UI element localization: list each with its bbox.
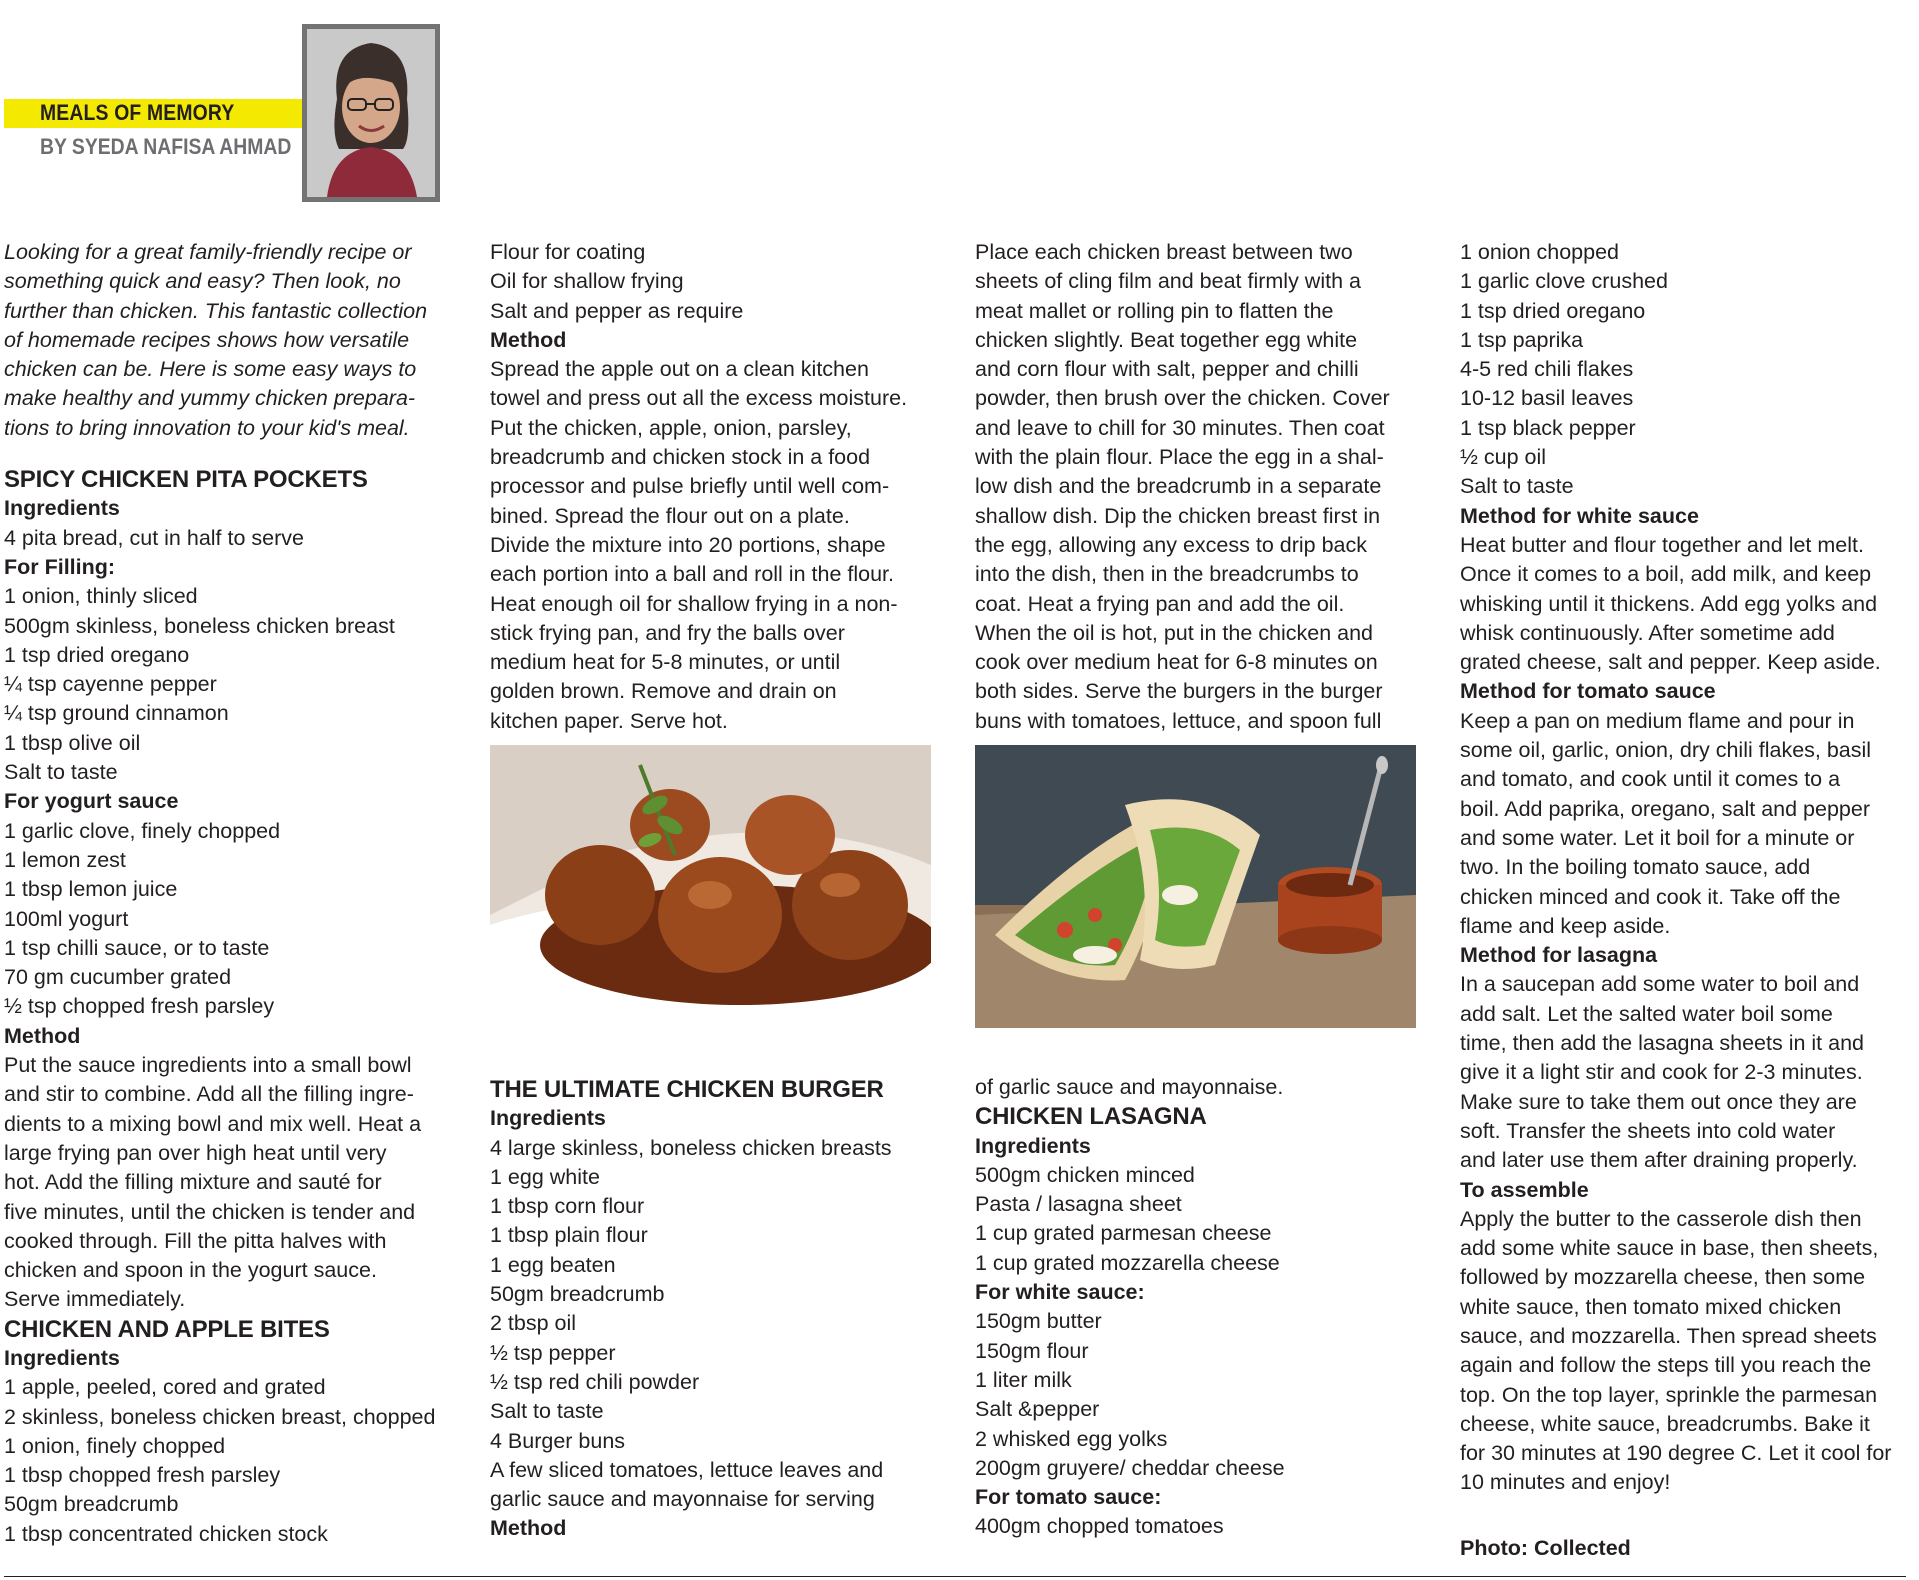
- ingredient-item: Salt to taste: [4, 760, 118, 785]
- intro-line: something quick and easy? Then look, no: [4, 269, 401, 294]
- method-heading: Method: [490, 1516, 567, 1541]
- recipe-title-apple: CHICKEN AND APPLE BITES: [4, 1315, 330, 1343]
- method-line: Keep a pan on medium flame and pour in: [1460, 708, 1855, 733]
- ingredient-item: Salt &pepper: [975, 1397, 1100, 1422]
- ingredient-item: Oil for shallow frying: [490, 269, 684, 294]
- method-line: Heat butter and flour together and let melt.: [1460, 532, 1864, 557]
- ingredient-item: 150gm flour: [975, 1338, 1089, 1363]
- ingredient-item: 70 gm cucumber grated: [4, 965, 232, 990]
- ingredient-item: 4 pita bread, cut in half to serve: [4, 525, 304, 550]
- ingredients-heading: Ingredients: [4, 496, 120, 521]
- ingredient-item: ½ tsp red chili powder: [490, 1369, 700, 1394]
- ingredient-item: 100ml yogurt: [4, 906, 129, 931]
- method-line: Divide the mixture into 20 portions, shape: [490, 532, 886, 557]
- method-line: and some water. Let it boil for a minute or: [1460, 825, 1855, 850]
- ingredient-item: ½ tsp pepper: [490, 1340, 616, 1365]
- method-line: powder, then brush over the chicken. Cover: [975, 386, 1390, 411]
- tomato-sauce-heading: For tomato sauce:: [975, 1485, 1162, 1510]
- method-line: grated cheese, salt and pepper. Keep aside.: [1460, 650, 1881, 675]
- method-line: Serve immediately.: [4, 1287, 186, 1312]
- method-line: kitchen paper. Serve hot.: [490, 708, 728, 733]
- method-line: stick frying pan, and fry the balls over: [490, 620, 845, 645]
- intro-line: chicken can be. Here is some easy ways to: [4, 357, 417, 382]
- ingredient-item: 200gm gruyere/ cheddar cheese: [975, 1455, 1285, 1480]
- author-portrait: [302, 24, 440, 202]
- method-line: Heat enough oil for shallow frying in a non-: [490, 591, 898, 616]
- method-line: soft. Transfer the sheets into cold water: [1460, 1118, 1836, 1143]
- method-line: top. On the top layer, sprinkle the parmesan: [1460, 1382, 1878, 1407]
- author-byline: BY SYEDA NAFISA AHMAD: [40, 134, 292, 159]
- ingredient-item: 1 apple, peeled, cored and grated: [4, 1375, 326, 1400]
- ingredient-item: 400gm chopped tomatoes: [975, 1514, 1224, 1539]
- method-line: meat mallet or rolling pin to flatten the: [975, 298, 1334, 323]
- assemble-heading: To assemble: [1460, 1177, 1589, 1202]
- method-line: both sides. Serve the burgers in the burger: [975, 679, 1383, 704]
- intro-line: further than chicken. This fantastic collection: [4, 298, 428, 323]
- intro-line: tions to bring innovation to your kid's meal.: [4, 415, 410, 440]
- ingredient-item: 4-5 red chili flakes: [1460, 357, 1634, 382]
- ingredient-item: 500gm chicken minced: [975, 1162, 1195, 1187]
- ingredient-item: 4 large skinless, boneless chicken breasts: [490, 1135, 892, 1160]
- method-line: golden brown. Remove and drain on: [490, 679, 837, 704]
- method-line: and stir to combine. Add all the filling ingre-: [4, 1082, 414, 1107]
- method-line: cooked through. Fill the pitta halves with: [4, 1228, 387, 1253]
- intro-line: of homemade recipes shows how versatile: [4, 327, 410, 352]
- method-line: coat. Heat a frying pan and add the oil.: [975, 591, 1345, 616]
- ingredient-item: Pasta / lasagna sheet: [975, 1192, 1182, 1217]
- method-line: medium heat for 5-8 minutes, or until: [490, 650, 841, 675]
- method-line: sheets of cling film and beat firmly with a: [975, 269, 1361, 294]
- ingredient-item: 1 tbsp chopped fresh parsley: [4, 1463, 281, 1488]
- method-line: Apply the butter to the casserole dish then: [1460, 1206, 1862, 1231]
- ingredient-item: 50gm breadcrumb: [4, 1492, 179, 1517]
- ingredient-item: 2 skinless, boneless chicken breast, chopped: [4, 1404, 436, 1429]
- recipe-title-lasagna: CHICKEN LASAGNA: [975, 1103, 1207, 1131]
- ingredient-item: 1 garlic clove, finely chopped: [4, 818, 281, 843]
- method-line: flame and keep aside.: [1460, 913, 1671, 938]
- column-4: [1460, 238, 1910, 1563]
- ingredient-item: 1 tbsp corn flour: [490, 1194, 645, 1219]
- bottom-rule: [4, 1576, 1906, 1577]
- method-line: cook over medium heat for 6-8 minutes on: [975, 650, 1378, 675]
- method-line: boil. Add paprika, oregano, salt and pepper: [1460, 796, 1870, 821]
- method-line: chicken and spoon in the yogurt sauce.: [4, 1258, 377, 1283]
- method-line: white sauce, then tomato mixed chicken: [1460, 1294, 1842, 1319]
- method-line: Place each chicken breast between two: [975, 240, 1353, 264]
- intro-paragraph: [4, 238, 470, 443]
- ingredient-item: 1 tsp black pepper: [1460, 415, 1636, 440]
- white-sauce-heading: For white sauce:: [975, 1280, 1145, 1305]
- ingredient-item: Salt to taste: [490, 1399, 604, 1424]
- method-white-sauce-heading: Method for white sauce: [1460, 503, 1699, 528]
- ingredient-item: Salt to taste: [1460, 474, 1574, 499]
- filling-heading: For Filling:: [4, 554, 116, 579]
- ingredient-item: 150gm butter: [975, 1309, 1102, 1334]
- method-line: chicken slightly. Beat together egg white: [975, 327, 1358, 352]
- ingredient-item: 1 egg beaten: [490, 1252, 616, 1277]
- ingredient-item: 1 tbsp lemon juice: [4, 877, 178, 902]
- photo-chicken-pita-pockets: [975, 745, 1416, 1028]
- method-line: of garlic sauce and mayonnaise.: [975, 1075, 1284, 1099]
- ingredient-item: 1 tbsp plain flour: [490, 1223, 648, 1248]
- method-line: five minutes, until the chicken is tender and: [4, 1199, 416, 1224]
- intro-line: make healthy and yummy chicken prepara-: [4, 386, 416, 411]
- ingredient-item: 1 tbsp concentrated chicken stock: [4, 1521, 328, 1546]
- method-line: low dish and the breadcrumb in a separate: [975, 474, 1382, 499]
- method-line: whisking until it thickens. Add egg yolks and: [1460, 591, 1878, 616]
- method-line: and corn flour with salt, pepper and chilli: [975, 357, 1359, 382]
- method-line: Put the sauce ingredients into a small bowl: [4, 1053, 412, 1078]
- method-line: Put the chicken, apple, onion, parsley,: [490, 415, 852, 440]
- ingredient-item: 10-12 basil leaves: [1460, 386, 1634, 411]
- method-line: time, then add the lasagna sheets in it and: [1460, 1031, 1864, 1056]
- ingredients-heading: Ingredients: [975, 1133, 1091, 1158]
- ingredient-item: 1 egg white: [490, 1164, 600, 1189]
- photo-chicken-apple-bites: [490, 745, 931, 1028]
- method-line: large frying pan over high heat until very: [4, 1140, 387, 1165]
- ingredient-item: A few sliced tomatoes, lettuce leaves and: [490, 1457, 884, 1482]
- method-line: followed by mozzarella cheese, then some: [1460, 1265, 1866, 1290]
- ingredient-item: 2 tbsp oil: [490, 1311, 577, 1336]
- ingredient-item: 1 tsp paprika: [1460, 327, 1584, 352]
- recipe-title-burger: THE ULTIMATE CHICKEN BURGER: [490, 1076, 884, 1103]
- method-line: shallow dish. Dip the chicken breast first in: [975, 503, 1381, 528]
- ingredient-item: 1 onion, finely chopped: [4, 1433, 226, 1458]
- method-line: and tomato, and cook until it comes to a: [1460, 767, 1841, 792]
- ingredient-item: 500gm skinless, boneless chicken breast: [4, 613, 395, 638]
- ingredient-item: 1 tbsp olive oil: [4, 730, 141, 755]
- method-line: dients to a mixing bowl and mix well. Heat a: [4, 1111, 422, 1136]
- ingredient-item: 1 onion, thinly sliced: [4, 584, 198, 609]
- ingredients-heading: Ingredients: [490, 1106, 606, 1131]
- column-2: [490, 238, 956, 736]
- method-line: again and follow the steps till you reach the: [1460, 1353, 1872, 1378]
- method-line: Once it comes to a boil, add milk, and keep: [1460, 562, 1872, 587]
- column-1: [4, 238, 470, 1549]
- yogurt-sauce-heading: For yogurt sauce: [4, 789, 179, 814]
- method-line: sauce, and mozzarella. Then spread sheets: [1460, 1323, 1877, 1348]
- method-line: In a saucepan add some water to boil and: [1460, 972, 1860, 997]
- method-heading: Method: [490, 327, 567, 352]
- ingredient-item: ½ tsp chopped fresh parsley: [4, 994, 275, 1019]
- ingredient-item: 50gm breadcrumb: [490, 1282, 665, 1307]
- method-line: and later use them after draining properly.: [1460, 1148, 1858, 1173]
- method-line: for 30 minutes at 190 degree C. Let it cool for: [1460, 1441, 1892, 1466]
- photo-credit: Photo: Collected: [1460, 1535, 1631, 1560]
- ingredient-item: 1 cup grated parmesan cheese: [975, 1221, 1272, 1246]
- method-line: breadcrumb and chicken stock in a food: [490, 445, 871, 470]
- method-line: with the plain flour. Place the egg in a shal-: [975, 445, 1384, 470]
- ingredient-item: ½ cup oil: [1460, 445, 1547, 470]
- method-line: give it a light stir and cook for 2-3 minutes.: [1460, 1060, 1863, 1085]
- ingredient-item: 1 cup grated mozzarella cheese: [975, 1250, 1280, 1275]
- method-line: cheese, white sauce, breadcrumbs. Bake it: [1460, 1411, 1870, 1436]
- ingredient-item: 2 whisked egg yolks: [975, 1426, 1168, 1451]
- method-line: buns with tomatoes, lettuce, and spoon full: [975, 708, 1382, 733]
- ingredient-item: 1 lemon zest: [4, 847, 126, 872]
- method-line: into the dish, then in the breadcrumbs to: [975, 562, 1359, 587]
- ingredient-item: ¼ tsp ground cinnamon: [4, 701, 229, 726]
- method-line: and leave to chill for 30 minutes. Then coat: [975, 415, 1385, 440]
- ingredient-item: Flour for coating: [490, 240, 646, 264]
- column-2-lower: [490, 1075, 956, 1544]
- ingredient-item: garlic sauce and mayonnaise for serving: [490, 1487, 875, 1512]
- ingredient-item: 1 tsp dried oregano: [4, 642, 190, 667]
- ingredient-item: 1 liter milk: [975, 1367, 1072, 1392]
- method-line: bined. Spread the flour out on a plate.: [490, 503, 850, 528]
- ingredient-item: 1 onion chopped: [1460, 240, 1620, 264]
- ingredients-heading: Ingredients: [4, 1345, 120, 1370]
- ingredient-item: 1 tsp dried oregano: [1460, 298, 1646, 323]
- method-line: some oil, garlic, onion, dry chili flakes, basil: [1460, 738, 1872, 763]
- method-line: add some white sauce in base, then sheets,: [1460, 1236, 1879, 1261]
- method-line: Make sure to take them out once they are: [1460, 1089, 1857, 1114]
- method-line: processor and pulse briefly until well com-: [490, 474, 890, 499]
- method-line: chicken minced and cook it. Take off the: [1460, 884, 1841, 909]
- method-lasagna-heading: Method for lasagna: [1460, 943, 1658, 968]
- method-tomato-sauce-heading: Method for tomato sauce: [1460, 679, 1716, 704]
- ingredient-item: 4 Burger buns: [490, 1428, 626, 1453]
- method-line: When the oil is hot, put in the chicken and: [975, 620, 1373, 645]
- method-line: add salt. Let the salted water boil some: [1460, 1001, 1833, 1026]
- ingredient-item: ¼ tsp cayenne pepper: [4, 672, 217, 697]
- method-line: towel and press out all the excess moisture.: [490, 386, 908, 411]
- column-3: [975, 238, 1441, 736]
- method-line: Spread the apple out on a clean kitchen: [490, 357, 869, 382]
- ingredient-item: Salt and pepper as require: [490, 298, 744, 323]
- method-line: each portion into a ball and roll in the flour.: [490, 562, 894, 587]
- method-heading: Method: [4, 1023, 81, 1048]
- column-3-lower: [975, 1073, 1441, 1542]
- intro-line: Looking for a great family-friendly recipe or: [4, 240, 412, 264]
- method-line: two. In the boiling tomato sauce, add: [1460, 855, 1811, 880]
- ingredient-item: 1 tsp chilli sauce, or to taste: [4, 935, 270, 960]
- method-line: hot. Add the filling mixture and sauté for: [4, 1170, 382, 1195]
- ingredient-item: 1 garlic clove crushed: [1460, 269, 1668, 294]
- recipe-title-pita: SPICY CHICKEN PITA POCKETS: [4, 466, 368, 494]
- method-line: 10 minutes and enjoy!: [1460, 1470, 1671, 1495]
- method-line: the egg, allowing any excess to drip back: [975, 532, 1368, 557]
- method-line: whisk continuously. After sometime add: [1460, 620, 1835, 645]
- column-title: MEALS OF MEMORY: [40, 100, 235, 125]
